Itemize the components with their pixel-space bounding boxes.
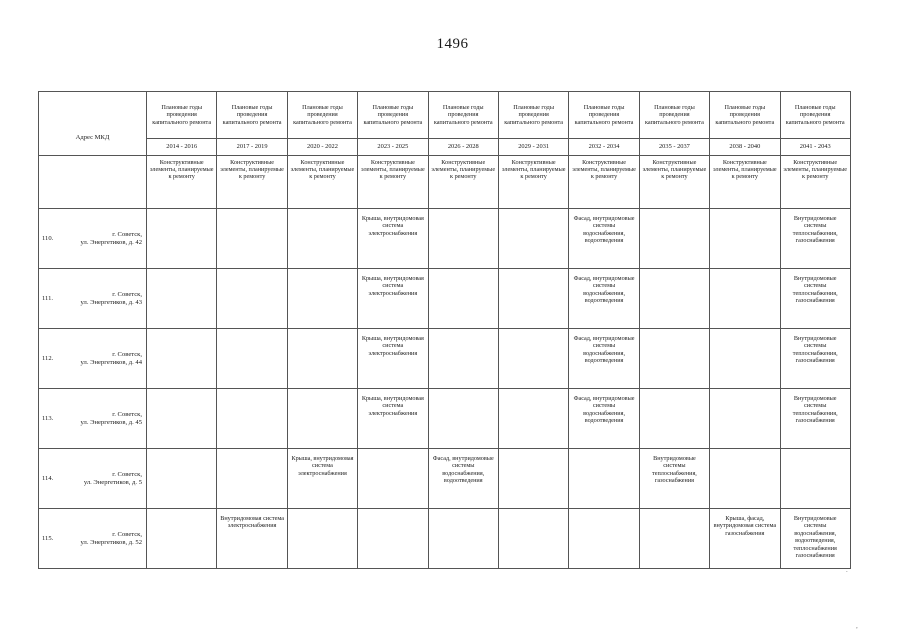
address-street: ул. Энергетиков, д. 5	[83, 478, 142, 486]
work-cell: Внутридомовые системы водоснабжения, водоотведения, теплоснабжения газоснабжения	[780, 509, 850, 569]
work-cell	[217, 389, 287, 449]
work-cell	[428, 329, 498, 389]
period-header-cell: 2026 - 2028	[428, 139, 498, 156]
period-header-cell: 2029 - 2031	[498, 139, 568, 156]
period-header-cell: 2014 - 2016	[147, 139, 217, 156]
header-row-years	[39, 92, 851, 139]
address-street: ул. Энергетиков, д. 42	[80, 238, 142, 246]
work-cell	[498, 209, 568, 269]
scan-speck: .	[846, 566, 848, 574]
capital-repair-schedule-table	[38, 91, 851, 569]
work-cell: Фасад, внутридомовые системы водоснабжения, водоотведения	[569, 269, 639, 329]
elements-header-cell: Конструктивные элементы, планируемые к ремонту	[358, 156, 428, 209]
address-street: ул. Энергетиков, д. 43	[80, 298, 142, 306]
work-cell	[217, 329, 287, 389]
work-cell	[358, 449, 428, 509]
years-header-cell: Плановые годы проведения капитального ремонта	[428, 92, 498, 139]
work-cell	[428, 209, 498, 269]
address-cell	[67, 389, 147, 449]
work-cell	[147, 329, 217, 389]
address-city: г. Советск,	[112, 230, 142, 238]
elements-header-cell: Конструктивные элементы, планируемые к ремонту	[710, 156, 780, 209]
work-cell: Фасад, внутридомовые системы водоснабжения, водоотведения	[428, 449, 498, 509]
address-cell	[67, 449, 147, 509]
work-cell	[287, 509, 357, 569]
elements-header-cell: Конструктивные элементы, планируемые к ремонту	[780, 156, 850, 209]
work-cell	[217, 209, 287, 269]
work-cell: Фасад, внутридомовые системы водоснабжения, водоотведения	[569, 329, 639, 389]
period-header-cell: 2032 - 2034	[569, 139, 639, 156]
work-cell: Крыша, внутридомовая система электроснабжения	[358, 329, 428, 389]
table-row	[39, 269, 851, 329]
work-cell	[498, 329, 568, 389]
address-city: г. Советск,	[112, 350, 142, 358]
work-cell	[639, 329, 709, 389]
years-header-cell: Плановые годы проведения капитального ремонта	[710, 92, 780, 139]
years-header-cell: Плановые годы проведения капитального ремонта	[639, 92, 709, 139]
header-row-periods	[39, 139, 851, 156]
elements-header-cell: Конструктивные элементы, планируемые к ремонту	[639, 156, 709, 209]
address-cell	[67, 509, 147, 569]
period-header-cell: 2020 - 2022	[287, 139, 357, 156]
address-street: ул. Энергетиков, д. 52	[80, 538, 142, 546]
work-cell	[710, 269, 780, 329]
blank-header-cell	[39, 156, 147, 209]
work-cell	[287, 269, 357, 329]
row-number: 111.	[39, 269, 67, 329]
work-cell	[428, 509, 498, 569]
address-city: г. Советск,	[112, 290, 142, 298]
work-cell	[147, 389, 217, 449]
table-row	[39, 389, 851, 449]
work-cell	[569, 449, 639, 509]
work-cell	[287, 329, 357, 389]
work-cell	[780, 449, 850, 509]
work-cell	[287, 389, 357, 449]
work-cell: Внутридомовая система электроснабжения	[217, 509, 287, 569]
work-cell	[147, 449, 217, 509]
work-cell	[287, 209, 357, 269]
page-number: 1496	[436, 36, 469, 52]
address-street: ул. Энергетиков, д. 45	[80, 418, 142, 426]
work-cell	[710, 389, 780, 449]
years-header-cell: Плановые годы проведения капитального ремонта	[358, 92, 428, 139]
work-cell: Внутридомовые системы теплоснабжения, газоснабжения	[780, 269, 850, 329]
table-row	[39, 329, 851, 389]
address-city: г. Советск,	[112, 530, 142, 538]
address-cell	[67, 269, 147, 329]
work-cell	[147, 209, 217, 269]
row-number: 113.	[39, 389, 67, 449]
work-cell: Крыша, фасад, внутридомовая система газоснабжения	[710, 509, 780, 569]
years-header-cell: Плановые годы проведения капитального ремонта	[147, 92, 217, 139]
row-number: 115.	[39, 509, 67, 569]
elements-header-cell: Конструктивные элементы, планируемые к ремонту	[428, 156, 498, 209]
table-row	[39, 209, 851, 269]
work-cell	[358, 509, 428, 569]
work-cell: Крыша, внутридомовая система электроснабжения	[358, 389, 428, 449]
address-header-cell	[39, 92, 147, 156]
years-header-cell: Плановые годы проведения капитального ремонта	[287, 92, 357, 139]
work-cell	[147, 269, 217, 329]
period-header-cell: 2017 - 2019	[217, 139, 287, 156]
row-number: 114.	[39, 449, 67, 509]
work-cell	[498, 449, 568, 509]
scan-speck: ,	[856, 622, 858, 630]
address-city: г. Советск,	[112, 410, 142, 418]
elements-header-cell: Конструктивные элементы, планируемые к ремонту	[569, 156, 639, 209]
address-street: ул. Энергетиков, д. 44	[80, 358, 142, 366]
work-cell: Фасад, внутридомовые системы водоснабжения, водоотведения	[569, 389, 639, 449]
row-number: 112.	[39, 329, 67, 389]
elements-header-cell: Конструктивные элементы, планируемые к ремонту	[287, 156, 357, 209]
years-header-cell: Плановые годы проведения капитального ремонта	[498, 92, 568, 139]
table-row	[39, 509, 851, 569]
work-cell: Крыша, внутридомовая система электроснабжения	[287, 449, 357, 509]
work-cell	[498, 509, 568, 569]
period-header-cell: 2023 - 2025	[358, 139, 428, 156]
work-cell	[710, 329, 780, 389]
address-cell	[67, 209, 147, 269]
elements-header-cell: Конструктивные элементы, планируемые к ремонту	[498, 156, 568, 209]
work-cell	[639, 209, 709, 269]
address-city: г. Советск,	[112, 470, 142, 478]
work-cell	[147, 509, 217, 569]
work-cell: Крыша, внутридомовая система электроснабжения	[358, 209, 428, 269]
work-cell	[639, 509, 709, 569]
work-cell: Фасад, внутридомовые системы водоснабжения, водоотведения	[569, 209, 639, 269]
work-cell: Внутридомовые системы теплоснабжения, газоснабжения	[780, 389, 850, 449]
work-cell: Внутридомовые системы теплоснабжения, газоснабжения	[780, 329, 850, 389]
period-header-cell: 2035 - 2037	[639, 139, 709, 156]
elements-header-cell: Конструктивные элементы, планируемые к ремонту	[217, 156, 287, 209]
work-cell	[710, 449, 780, 509]
work-cell	[498, 389, 568, 449]
work-cell	[710, 209, 780, 269]
address-header-label: Адрес МКД	[75, 133, 110, 141]
work-cell	[639, 389, 709, 449]
work-cell	[217, 449, 287, 509]
address-cell	[67, 329, 147, 389]
table-row	[39, 449, 851, 509]
years-header-cell: Плановые годы проведения капитального ремонта	[569, 92, 639, 139]
period-header-cell: 2038 - 2040	[710, 139, 780, 156]
work-cell	[639, 269, 709, 329]
period-header-cell: 2041 - 2043	[780, 139, 850, 156]
years-header-cell: Плановые годы проведения капитального ремонта	[217, 92, 287, 139]
work-cell	[428, 269, 498, 329]
work-cell	[428, 389, 498, 449]
work-cell: Внутридомовые системы теплоснабжения, газоснабжения	[639, 449, 709, 509]
row-number: 110.	[39, 209, 67, 269]
elements-header-cell: Конструктивные элементы, планируемые к ремонту	[147, 156, 217, 209]
header-row-elements	[39, 156, 851, 209]
work-cell	[498, 269, 568, 329]
work-cell: Внутридомовые системы теплоснабжения, газоснабжения	[780, 209, 850, 269]
work-cell: Крыша, внутридомовая система электроснабжения	[358, 269, 428, 329]
years-header-cell: Плановые годы проведения капитального ремонта	[780, 92, 850, 139]
work-cell	[217, 269, 287, 329]
work-cell	[569, 509, 639, 569]
